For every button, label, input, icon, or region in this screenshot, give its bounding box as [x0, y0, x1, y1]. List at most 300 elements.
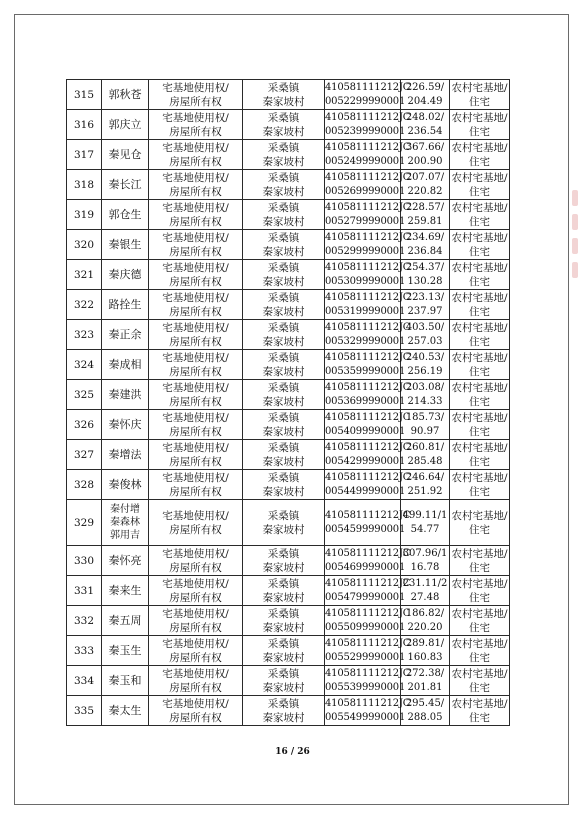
right-type-cell	[149, 440, 243, 470]
owner-name-cell	[102, 696, 149, 726]
area: 207.07/	[405, 171, 445, 183]
land-use: 住宅	[469, 651, 490, 664]
table-row	[67, 576, 510, 606]
owner-name: 秦五周	[108, 613, 142, 627]
area: 16.78	[410, 561, 440, 573]
table-body	[67, 80, 510, 726]
owner-name: 郭庆立	[108, 117, 142, 131]
land-use-cell	[450, 320, 510, 350]
area: 186.82/	[405, 607, 445, 619]
owner-name: 路拴生	[108, 297, 142, 311]
location-cell	[243, 546, 325, 576]
parcel-code: 410581111212JC	[325, 321, 411, 333]
row-number-cell	[67, 320, 102, 350]
location: 秦家坡村	[262, 711, 305, 724]
land-use: 农村宅基地/	[451, 547, 508, 560]
land-use: 住宅	[469, 425, 490, 438]
parcel-code-cell	[325, 320, 411, 350]
right-type: 宅基地使用权/	[162, 471, 229, 484]
owner-name: 郭用吉	[110, 530, 140, 541]
owner-name: 秦付增	[110, 504, 140, 515]
owner-name: 秦成相	[108, 357, 142, 371]
owner-name-cell	[102, 500, 149, 546]
row-number-cell	[67, 470, 102, 500]
location: 采桑镇	[267, 321, 300, 334]
parcel-code: 0052499990001	[325, 155, 406, 167]
area: 288.05	[407, 711, 443, 723]
land-use: 住宅	[469, 245, 490, 258]
parcel-code: 0055099990001	[325, 621, 406, 633]
parcel-code: 410581111212JC	[325, 351, 411, 363]
right-type-cell	[149, 80, 243, 110]
parcel-code: 0055399990001	[325, 681, 406, 693]
area-cell	[401, 260, 450, 290]
location: 采桑镇	[267, 471, 300, 484]
row-number-cell	[67, 666, 102, 696]
location: 采桑镇	[267, 291, 300, 304]
right-type-cell	[149, 636, 243, 666]
owner-name: 秦长江	[108, 177, 142, 191]
area: 260.81/	[405, 441, 445, 453]
land-use: 农村宅基地/	[451, 607, 508, 620]
location-cell	[243, 170, 325, 200]
parcel-code: 0053299990001	[325, 335, 406, 347]
parcel-code-cell	[325, 576, 411, 606]
land-use: 农村宅基地/	[451, 231, 508, 244]
location: 秦家坡村	[262, 455, 305, 468]
location-cell	[243, 410, 325, 440]
owner-name-cell	[102, 380, 149, 410]
right-type: 房屋所有权	[169, 621, 222, 634]
owner-name: 秦玉生	[108, 643, 142, 657]
owner-name-cell	[102, 606, 149, 636]
area: 254.37/	[405, 261, 445, 273]
area: 203.08/	[405, 381, 445, 393]
right-type: 宅基地使用权/	[162, 547, 229, 560]
owner-name: 秦森林	[110, 517, 140, 528]
right-type: 宅基地使用权/	[162, 81, 229, 94]
table-row	[67, 140, 510, 170]
right-type: 房屋所有权	[169, 395, 222, 408]
owner-name: 秦见仓	[108, 147, 142, 161]
parcel-code: 0053199990001	[325, 305, 406, 317]
right-type-cell	[149, 350, 243, 380]
parcel-code: 0055499990001	[325, 711, 406, 723]
right-type: 房屋所有权	[169, 425, 222, 438]
right-type: 房屋所有权	[169, 185, 222, 198]
table-row	[67, 470, 510, 500]
area: 220.82	[407, 185, 443, 197]
parcel-code: 410581111212JC	[325, 697, 411, 709]
land-use-cell	[450, 636, 510, 666]
location-cell	[243, 290, 325, 320]
area: 236.84	[407, 245, 443, 257]
parcel-code-cell	[325, 696, 411, 726]
right-type: 房屋所有权	[169, 305, 222, 318]
location: 采桑镇	[267, 509, 300, 522]
area-cell	[401, 470, 450, 500]
right-type-cell	[149, 290, 243, 320]
right-type-cell	[149, 170, 243, 200]
parcel-code-cell	[325, 410, 411, 440]
parcel-code: 410581111212JC	[325, 381, 411, 393]
right-type: 宅基地使用权/	[162, 201, 229, 214]
right-type: 房屋所有权	[169, 681, 222, 694]
parcel-code: 410581111212JC	[325, 607, 411, 619]
owner-name-cell	[102, 110, 149, 140]
owner-name-cell	[102, 230, 149, 260]
area-cell	[401, 546, 450, 576]
table-row	[67, 606, 510, 636]
right-type-cell	[149, 260, 243, 290]
right-type: 房屋所有权	[169, 561, 222, 574]
right-type: 宅基地使用权/	[162, 351, 229, 364]
parcel-code: 410581111212JC	[325, 201, 411, 213]
land-use: 农村宅基地/	[451, 637, 508, 650]
area-cell	[401, 320, 450, 350]
area: 246.64/	[405, 471, 445, 483]
row-number: 320	[73, 238, 95, 251]
page-number: 16 / 26	[275, 747, 310, 757]
owner-name-cell	[102, 350, 149, 380]
location: 采桑镇	[267, 381, 300, 394]
land-use-cell	[450, 290, 510, 320]
land-use: 农村宅基地/	[451, 381, 508, 394]
land-use-cell	[450, 80, 510, 110]
area: 499.11/1	[402, 509, 448, 521]
right-type: 房屋所有权	[169, 155, 222, 168]
row-number-cell	[67, 350, 102, 380]
land-use: 农村宅基地/	[451, 141, 508, 154]
owner-name: 秦俊林	[108, 477, 142, 491]
location: 秦家坡村	[262, 561, 305, 574]
parcel-code: 0054699990001	[325, 561, 406, 573]
area: 256.19	[407, 365, 443, 377]
area: 130.28	[407, 275, 443, 287]
location-cell	[243, 380, 325, 410]
land-use: 住宅	[469, 305, 490, 318]
land-use-cell	[450, 230, 510, 260]
parcel-code: 410581111212JC	[325, 667, 411, 679]
area: 259.81	[407, 215, 443, 227]
land-use-cell	[450, 110, 510, 140]
location: 秦家坡村	[262, 275, 305, 288]
parcel-code-cell	[325, 200, 411, 230]
area: 272.38/	[405, 667, 445, 679]
parcel-code: 410581111212JC	[325, 291, 411, 303]
right-type-cell	[149, 410, 243, 440]
location-cell	[243, 80, 325, 110]
row-number: 318	[73, 178, 95, 191]
right-type: 房屋所有权	[169, 275, 222, 288]
location: 秦家坡村	[262, 185, 305, 198]
area: 220.20	[407, 621, 443, 633]
owner-name-cell	[102, 140, 149, 170]
table-row	[67, 200, 510, 230]
area-cell	[401, 410, 450, 440]
table-row	[67, 666, 510, 696]
area-cell	[401, 110, 450, 140]
area-cell	[401, 80, 450, 110]
land-use-cell	[450, 576, 510, 606]
land-use-cell	[450, 350, 510, 380]
table-row	[67, 410, 510, 440]
row-number: 323	[73, 328, 95, 341]
right-type: 房屋所有权	[169, 95, 222, 108]
right-type-cell	[149, 320, 243, 350]
right-type: 宅基地使用权/	[162, 171, 229, 184]
land-use: 农村宅基地/	[451, 441, 508, 454]
parcel-code: 0054599990001	[325, 523, 406, 535]
row-number: 315	[73, 88, 95, 101]
area-cell	[401, 440, 450, 470]
location-cell	[243, 320, 325, 350]
right-type: 宅基地使用权/	[162, 441, 229, 454]
owner-name-cell	[102, 260, 149, 290]
land-use-cell	[450, 666, 510, 696]
location: 采桑镇	[267, 577, 300, 590]
parcel-code: 0052999990001	[325, 245, 406, 257]
land-use: 住宅	[469, 95, 490, 108]
parcel-code-cell	[325, 546, 411, 576]
location: 秦家坡村	[262, 395, 305, 408]
location: 秦家坡村	[262, 95, 305, 108]
parcel-code-cell	[325, 230, 411, 260]
land-use-cell	[450, 200, 510, 230]
land-use: 住宅	[469, 275, 490, 288]
land-use: 住宅	[469, 455, 490, 468]
area-cell	[401, 636, 450, 666]
right-type: 宅基地使用权/	[162, 111, 229, 124]
parcel-code: 410581111212JC	[325, 637, 411, 649]
location-cell	[243, 110, 325, 140]
row-number: 331	[73, 584, 95, 597]
location-cell	[243, 576, 325, 606]
parcel-code-cell	[325, 470, 411, 500]
table-row	[67, 380, 510, 410]
location-cell	[243, 350, 325, 380]
row-number-cell	[67, 500, 102, 546]
land-use: 住宅	[469, 485, 490, 498]
land-use: 住宅	[469, 185, 490, 198]
parcel-code: 0052799990001	[325, 215, 406, 227]
row-number: 321	[73, 268, 95, 281]
land-use: 住宅	[469, 561, 490, 574]
parcel-code-cell	[325, 260, 411, 290]
area: 214.33	[407, 395, 443, 407]
location: 采桑镇	[267, 261, 300, 274]
area: 231.11/2	[402, 577, 448, 589]
area: 223.13/	[405, 291, 445, 303]
area-cell	[401, 576, 450, 606]
location: 采桑镇	[267, 441, 300, 454]
right-type: 宅基地使用权/	[162, 697, 229, 710]
right-type: 房屋所有权	[169, 365, 222, 378]
area-cell	[401, 696, 450, 726]
table-row	[67, 546, 510, 576]
location: 秦家坡村	[262, 215, 305, 228]
owner-name: 秦银生	[108, 237, 142, 251]
location: 采桑镇	[267, 607, 300, 620]
right-type-cell	[149, 140, 243, 170]
row-number-cell	[67, 230, 102, 260]
location-cell	[243, 470, 325, 500]
parcel-code-cell	[325, 440, 411, 470]
owner-name-cell	[102, 470, 149, 500]
parcel-code: 0052699990001	[325, 185, 406, 197]
land-use: 住宅	[469, 155, 490, 168]
owner-name: 郭仓生	[108, 207, 142, 221]
parcel-code: 410581111212JC	[325, 81, 411, 93]
parcel-code: 0053699990001	[325, 395, 406, 407]
owner-name-cell	[102, 576, 149, 606]
area: 228.57/	[405, 201, 445, 213]
location: 采桑镇	[267, 171, 300, 184]
area: 285.48	[407, 455, 443, 467]
area: 226.59/	[405, 81, 445, 93]
owner-name: 秦庆德	[108, 267, 142, 281]
table-row	[67, 110, 510, 140]
right-type: 宅基地使用权/	[162, 411, 229, 424]
row-number: 329	[73, 516, 95, 529]
row-number: 326	[73, 418, 95, 431]
right-type: 宅基地使用权/	[162, 381, 229, 394]
table-row	[67, 320, 510, 350]
right-type: 房屋所有权	[169, 245, 222, 258]
area: 307.96/1	[402, 547, 448, 559]
location-cell	[243, 696, 325, 726]
owner-name-cell	[102, 290, 149, 320]
row-number-cell	[67, 80, 102, 110]
owner-name-cell	[102, 666, 149, 696]
location: 秦家坡村	[262, 651, 305, 664]
location: 采桑镇	[267, 231, 300, 244]
right-type: 宅基地使用权/	[162, 141, 229, 154]
right-type: 宅基地使用权/	[162, 231, 229, 244]
parcel-code: 410581111212JC	[325, 411, 411, 423]
area: 185.73/	[405, 411, 445, 423]
area-cell	[401, 666, 450, 696]
area-cell	[401, 140, 450, 170]
parcel-code: 410581111212JC	[325, 547, 411, 559]
area: 403.50/	[405, 321, 445, 333]
location: 秦家坡村	[262, 591, 305, 604]
location-cell	[243, 636, 325, 666]
owner-name: 郭秋苍	[108, 87, 142, 101]
row-number-cell	[67, 110, 102, 140]
area: 237.97	[407, 305, 443, 317]
area: 367.66/	[405, 141, 445, 153]
area: 234.69/	[405, 231, 445, 243]
table-row	[67, 260, 510, 290]
right-type-cell	[149, 500, 243, 546]
row-number: 317	[73, 148, 95, 161]
owner-name-cell	[102, 440, 149, 470]
parcel-code-cell	[325, 110, 411, 140]
parcel-code: 410581111212JC	[325, 171, 411, 183]
right-type-cell	[149, 110, 243, 140]
right-type: 房屋所有权	[169, 335, 222, 348]
location: 秦家坡村	[262, 425, 305, 438]
owner-name-cell	[102, 200, 149, 230]
area-cell	[401, 350, 450, 380]
row-number: 334	[73, 674, 95, 687]
right-type: 宅基地使用权/	[162, 637, 229, 650]
right-type-cell	[149, 666, 243, 696]
parcel-code: 0053099990001	[325, 275, 406, 287]
parcel-code-cell	[325, 606, 411, 636]
land-use: 农村宅基地/	[451, 171, 508, 184]
area: 54.77	[410, 523, 440, 535]
row-number: 332	[73, 614, 95, 627]
row-number-cell	[67, 380, 102, 410]
row-number: 319	[73, 208, 95, 221]
land-use: 农村宅基地/	[451, 471, 508, 484]
parcel-code-cell	[325, 290, 411, 320]
right-type: 宅基地使用权/	[162, 607, 229, 620]
right-type-cell	[149, 576, 243, 606]
location: 采桑镇	[267, 111, 300, 124]
land-use: 农村宅基地/	[451, 261, 508, 274]
land-use: 农村宅基地/	[451, 201, 508, 214]
parcel-code: 410581111212JC	[325, 141, 411, 153]
land-use: 农村宅基地/	[451, 411, 508, 424]
land-use: 住宅	[469, 395, 490, 408]
land-use: 住宅	[469, 365, 490, 378]
owner-name: 秦正余	[108, 327, 142, 341]
land-use-cell	[450, 470, 510, 500]
right-type: 房屋所有权	[169, 455, 222, 468]
row-number-cell	[67, 200, 102, 230]
area-cell	[401, 170, 450, 200]
owner-name: 秦建洪	[108, 387, 142, 401]
right-type-cell	[149, 470, 243, 500]
location: 采桑镇	[267, 667, 300, 680]
right-type: 房屋所有权	[169, 215, 222, 228]
row-number: 335	[73, 704, 95, 717]
row-number-cell	[67, 140, 102, 170]
land-use-cell	[450, 440, 510, 470]
location: 秦家坡村	[262, 155, 305, 168]
row-number: 327	[73, 448, 95, 461]
owner-name: 秦怀亮	[108, 553, 142, 567]
area: 295.45/	[405, 697, 445, 709]
location: 秦家坡村	[262, 681, 305, 694]
area: 200.90	[407, 155, 443, 167]
area: 236.54	[407, 125, 443, 137]
seal-edge-mark	[572, 190, 580, 310]
parcel-code: 0054799990001	[325, 591, 406, 603]
location-cell	[243, 440, 325, 470]
area: 248.02/	[405, 111, 445, 123]
row-number: 316	[73, 118, 95, 131]
location: 秦家坡村	[262, 245, 305, 258]
location: 采桑镇	[267, 141, 300, 154]
land-use: 农村宅基地/	[451, 351, 508, 364]
area-cell	[401, 606, 450, 636]
land-use-cell	[450, 546, 510, 576]
right-type-cell	[149, 696, 243, 726]
land-use-cell	[450, 696, 510, 726]
location: 采桑镇	[267, 547, 300, 560]
owner-name: 秦来生	[108, 583, 142, 597]
registry-table	[66, 79, 510, 726]
parcel-code: 005229999000​1	[325, 95, 406, 107]
right-type-cell	[149, 380, 243, 410]
right-type: 宅基地使用权/	[162, 321, 229, 334]
area: 160.83	[407, 651, 443, 663]
parcel-code: 410581111212JC	[325, 261, 411, 273]
